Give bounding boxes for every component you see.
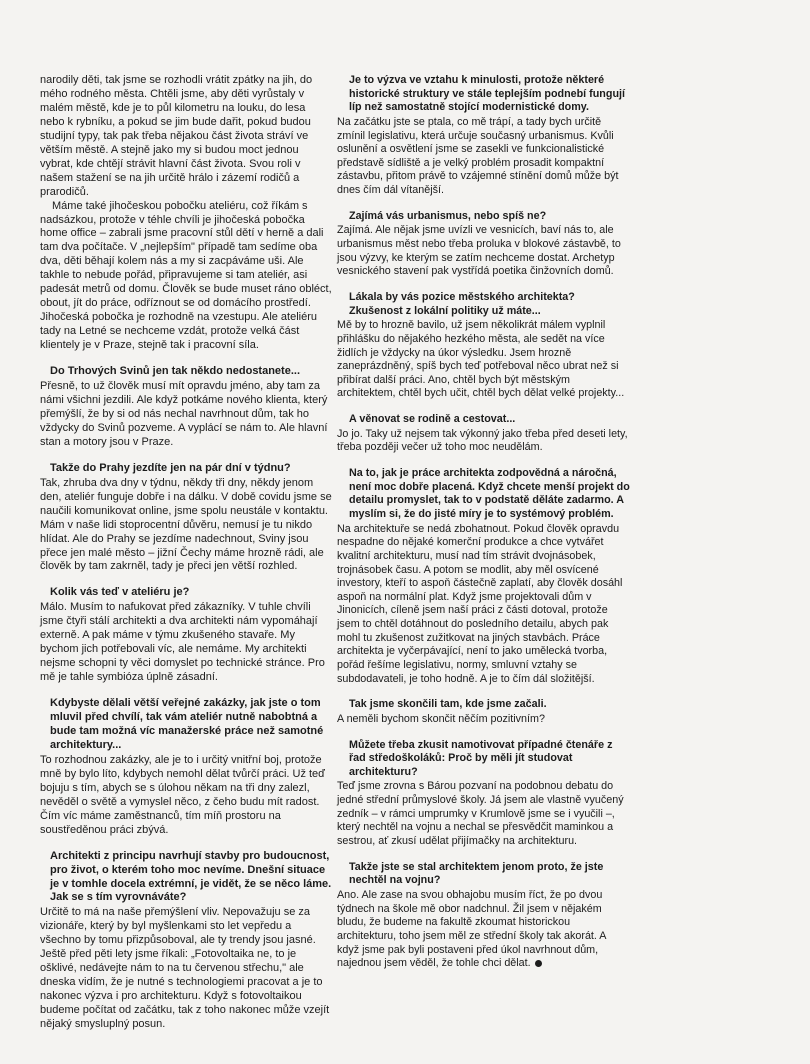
- interview-question: Takže do Prahy jezdíte jen na pár dní v týdnu?: [50, 461, 291, 474]
- right-column: [337, 74, 630, 983]
- interview-question: Takže jste se stal architektem jenom proto, že jste nechtěl na vojnu?: [349, 860, 604, 887]
- interview-section: [337, 739, 630, 849]
- interview-answer: Přesně, to už člověk musí mít opravdu jméno, aby tam za námi všichni jezdili. Ale když potkáme nového klienta, který přemýšlí, že by si od nás nechal navrhnout dům, tak ho vždycky do Svinů pozveme. A vyplácí se nám to. Ale hlavní stan a motory jsou v Praze.: [40, 380, 328, 448]
- interview-answer: Na architektuře se nedá zbohatnout. Pokud člověk opravdu nespadne do nějaké komerční produkce a chce vytvářet kvalitní architekturu, musí nad tím strávit dvojnásobek, trojnásobek času. A potom se modlit, aby měl osvícené investory, kteří to aspoň částečně zaplatí, aby člověk dosáhl aspoň na normální plat. Když jsme projektovali dům v Jinonicích, cíleně jsem naší práci z části dotoval, protože jsem to chtěl dotáhnout do posledního detailu, abych pak mohl tu zkušenost zužitkovat na jiných stavbách. Práce architekta je vyčerpávající, není to jako umělecká tvorba, pořád řešíme legislativu, normy, smluvní vztahy se subdodavateli, je toho hodně. A je to čím dál složitější.: [337, 522, 623, 685]
- interview-answer: A neměli bychom skončit něčím pozitivním?: [337, 712, 545, 725]
- interview-answer: Mě by to hrozně bavilo, už jsem několikrát málem vyplnil přihlášku do nějakého hezkého města, ale sedět na více židlích je vždycky na úkor výsledku. Jsem hrozně zaneprázdněný, spíš bych teď potřeboval něco ubrat než si přibírat další práci. Ano, chtěl bych být městským architektem, chtěl bych učit, chtěl bych dělat velké projekty...: [337, 319, 625, 400]
- interview-question: Je to výzva ve vztahu k minulosti, protože některé historické struktury ve stále teplejším podnebí fungují líp než samostatně stojící modernistické domy.: [349, 74, 625, 114]
- text-section: [40, 74, 332, 353]
- interview-section: [337, 74, 630, 198]
- interview-section: [337, 210, 630, 279]
- interview-answer: Na začátku jste se ptala, co mě trápí, a tady bych určitě zmínil legislativu, která určuje současný urbanismus. Kvůli oslunění a osvětlení jsme se zasekli ve funkcionalistické představě sídliště a je velký problém prosadit kompaktní zástavbu, přitom právě to vzájemné stínění domů může být dnes čím dál vítanější.: [337, 115, 619, 197]
- paragraph: Máme také jihočeskou pobočku ateliéru, což říkám s nadsázkou, protože v téhle chvíli je jihočeská pobočka home office – zabrali jsme pracovní stůl dětí v herně a dali tam dva počítače. V „nejlepším" případě tam sedíme oba dva, děti běhají kolem nás a my si zacpáváme uši. Ale takhle to nebude pořád, připravujeme si tam ateliér, asi padesát metrů od domu. Člověk se bude muset ráno obléct, obout, jít do práce, odříznout se od domácího prostředí. Jihočeská pobočka je rozhodně na vzestupu. Ale ateliéru tady na Letné se nechceme vzdát, protože velká část klientely je v Praze, stejně tak i pracovní síla.: [40, 199, 332, 352]
- interview-question: Kolik vás teď v ateliéru je?: [50, 586, 190, 599]
- left-column: [40, 74, 332, 1044]
- interview-answer: [337, 889, 630, 971]
- interview-question: Na to, jak je práce architekta zodpovědná a náročná, není moc dobře placená. Když chcete menší projekt do detailu promyslet, tak to v podstatě děláte zadarmo. A myslím si, že do jisté míry je to systémový problém.: [349, 467, 630, 520]
- interview-answer: Určitě to má na naše přemýšlení vliv. Nepovažuju se za vizionáře, který by byl myšlenkami sto let vepředu a všechno by tomu přizpůsoboval, ale ty trendy jsou jasné. Ještě před pěti lety jsme říkali: „Fotovoltaika ne, to je ošklivé, nedávejte nám to na tu červenou střechu," ale dneska vidím, že je nutné s technologiemi pracovat a je to nakonec výzva i pro architekturu. Když s fotovoltaikou budeme počítat od začátku, tak z toho nakonec může vzejít nějaký smysluplný posun.: [40, 906, 330, 1031]
- interview-question: Architekti z principu navrhují stavby pro budoucnost, pro život, o kterém toho moc nevíme. Dnešní situace je v tomhle docela extrémní, je vidět, že se něco láme. Jak se s tím vyrovnáváte?: [50, 849, 332, 904]
- interview-question: Do Trhových Svinů jen tak někdo nedostanete...: [50, 365, 300, 378]
- interview-section: [40, 462, 332, 575]
- interview-section: [40, 697, 332, 838]
- interview-answer: Teď jsme zrovna s Bárou pozvaní na podobnou debatu do jedné střední průmyslové školy. Já jsem ale vlastně vyučený zedník – v rámci umprumky v Krumlově jsme se i vyučili –, který nechtěl na vojnu a nechal se přesvědčit maminkou a sestrou, ať zkusí udělat přijímačky na architekturu.: [337, 780, 624, 848]
- interview-answer: To rozhodnou zakázky, ale je to i určitý vnitřní boj, protože mně by bylo líto, kdybych nemohl dělat tvůrčí práci. Už teď bojuju s tím, abych se s úlohou někam na tři dny zalezl, nevěděl o světě a vymyslel něco, z čeho budu mít radost. Čím víc máme zaměstnanců, tím míň prostoru na soustředěnou práci zbývá.: [40, 753, 325, 836]
- interview-question: Tak jsme skončili tam, kde jsme začali.: [349, 698, 547, 711]
- interview-answer: Zajímá. Ale nějak jsme uvízli ve vesnicích, baví nás to, ale urbanismus měst nebo třeba proluka v blokové zástavbě, to jsou výzvy, ke kterým se zatím nechceme dostat. Archetyp vesnického stavení pak vystřídá poetika činžovních domů.: [337, 224, 621, 278]
- interview-section: [337, 291, 630, 401]
- interview-answer: Málo. Musím to nafukovat před zákazníky. V tuhle chvíli jsme čtyři stálí architekti a dva architekti nám vypomáhají externě. A pak máme v týmu zkušeného stavaře. My bychom jich potřebovali víc, ale nemáme. My architekti nejsme schopni ty věci domyslet po technické stránce. Pro mě je tahle symbióza úplně zásadní.: [40, 601, 325, 684]
- interview-question: Zajímá vás urbanismus, nebo spíš ne?: [349, 209, 547, 222]
- interview-question: Lákala by vás pozice městského architekta? Zkušenost z lokální politiky už máte...: [349, 290, 575, 317]
- interview-question: Kdybyste dělali větší veřejné zakázky, jak jste o tom mluvil před chvílí, tak vám ateliér nutně nabobtná a bude tam možná víc manažerské práce než samotné architektury...: [50, 697, 324, 751]
- interview-section: [337, 467, 630, 686]
- interview-answer: Jo jo. Taky už nejsem tak výkonný jako třeba před deseti lety, třeba později večer už toho moc neudělám.: [337, 427, 628, 454]
- interview-section: [40, 850, 332, 1032]
- interview-question: A věnovat se rodině a cestovat...: [349, 413, 516, 426]
- interview-section: [40, 586, 332, 685]
- interview-section: [337, 861, 630, 971]
- interview-answer: Tak, zhruba dva dny v týdnu, někdy tři dny, někdy jenom den, ateliér funguje dobře i na dálku. V době covidu jsme se naučili komunikovat online, jsme spolu neustále v kontaktu. Mám v naše lidi stoprocentní důvěru, nemusí je tu nikdo hlídat. Ale do Prahy se jezdíme nadechnout, Sviny jsou přece jen malé město – jižní Čechy máme hrozně rádi, ale člověk by tam zakrněl, tady je přeci jen větší rozhled.: [40, 476, 332, 573]
- interview-section: [337, 698, 630, 726]
- interview-section: [337, 413, 630, 455]
- answer-text: Ano. Ale zase na svou obhajobu musím říct, že po dvou týdnech na škole mě obor nadchnul. Žil jsem v nějakém bludu, že budeme na fakultě zkoumat historickou architekturu, toho jsem měl ze střední školy tak akorát. A když jsme pak byli postaveni před úkol navrhnout dům, najednou jsem věděl, že tohle chci dělat.: [337, 888, 606, 970]
- end-of-article-bullet: [535, 960, 542, 967]
- interview-question: Můžete třeba zkusit namotivovat případné čtenáře z řad středoškoláků: Proč by měli jít studovat architekturu?: [349, 738, 613, 778]
- paragraph: narodily děti, tak jsme se rozhodli vrátit zpátky na jih, do mého rodného města. Chtěli jsme, aby děti vyrůstaly v malém městě, kde je to půl kilometru na louku, do lesa nebo k rybníku, a pokud se jim bude dařit, pokud budou studijní typy, tak pak třeba nějakou část života stráví ve větším městě. A stejně jako my si budou moct jednou vybrat, kde chtějí strávit hlavní část života. Svou roli v našem stažení se na jih určitě hrálo i zázemí rodičů a prarodičů.: [40, 74, 313, 198]
- interview-section: [40, 365, 332, 450]
